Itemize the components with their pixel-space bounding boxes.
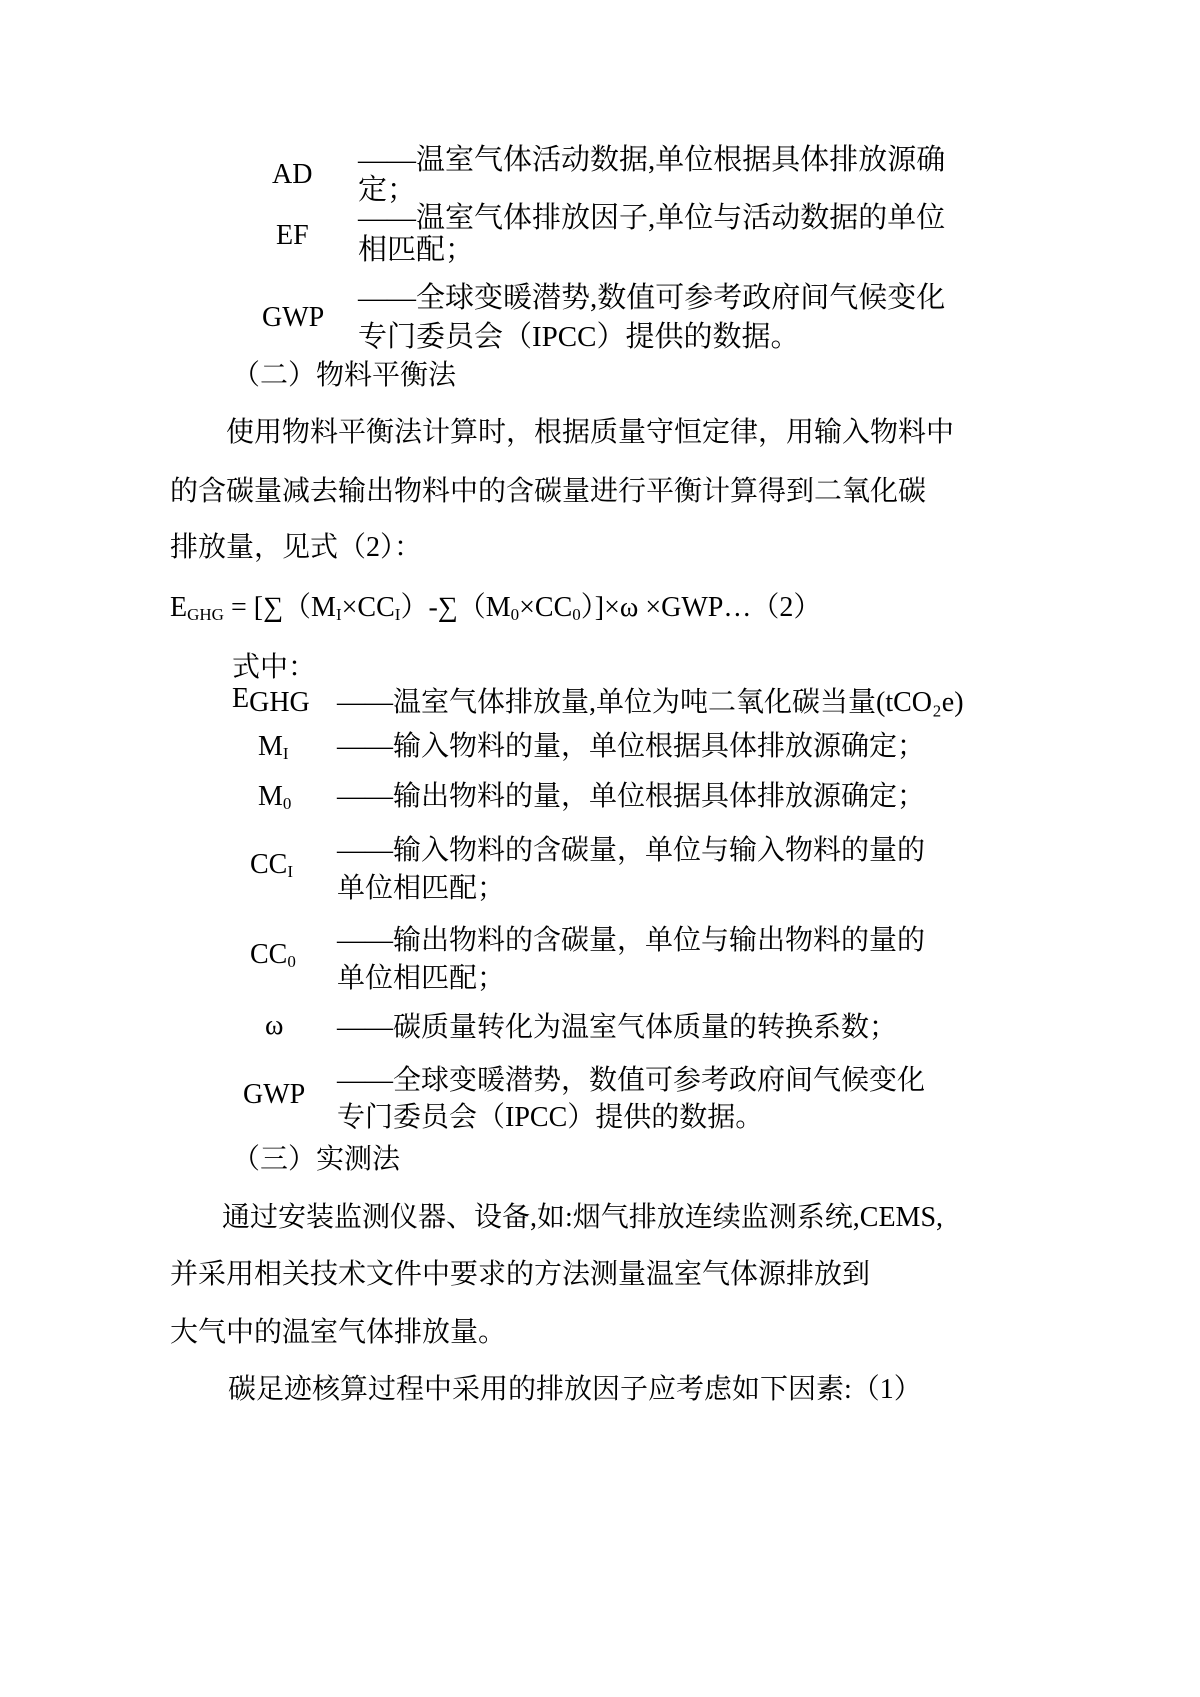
symbol-sub: 0	[287, 952, 296, 971]
definition-gwp-2-line-1: ——全球变暖潜势，数值可参考政府间气候变化	[337, 1065, 926, 1096]
definition-cc-input-line-2: 单位相匹配；	[337, 873, 506, 904]
symbol-rest: GHG	[249, 687, 310, 718]
formula-part: ）-∑（M	[400, 592, 511, 623]
formula-part: = [∑（M	[223, 592, 336, 623]
definition-gwp-line-2: 专门委员会（IPCC）提供的数据。	[358, 321, 800, 353]
symbol-sub: I	[282, 744, 289, 763]
definition-eghg-line-1: ——温室气体排放量,单位为吨二氧化碳当量(tCO₂e)	[337, 687, 964, 718]
symbol-main: CC	[250, 849, 288, 880]
formula-part: ×CC	[519, 592, 573, 623]
symbol-cc-output	[250, 939, 296, 971]
paragraph-line: 的含碳量减去输出物料中的含碳量进行平衡计算得到二氧化碳	[170, 476, 927, 507]
paragraph-line: 排放量，见式（2）：	[170, 532, 423, 563]
paragraph-line: 并采用相关技术文件中要求的方法测量温室气体源排放到	[170, 1259, 871, 1290]
definition-cc-output-line-1: ——输出物料的含碳量，单位与输出物料的量的	[337, 925, 926, 956]
formula-e-sub: GHG	[187, 605, 224, 624]
formula-e: E	[170, 592, 188, 623]
definition-ad-line-2: 定；	[358, 174, 417, 206]
symbol-ef: EF	[276, 220, 309, 251]
paragraph-line: 通过安装监测仪器、设备,如:烟气排放连续监测系统,CEMS,	[222, 1202, 944, 1233]
symbol-main: E	[232, 683, 250, 714]
symbol-gwp-2: GWP	[243, 1079, 306, 1110]
definition-ef-line-2: 相匹配；	[358, 234, 475, 266]
symbol-cc-input	[250, 849, 293, 881]
definition-gwp-line-1: ——全球变暖潜势,数值可参考政府间气候变化	[358, 282, 946, 314]
paragraph-line: 使用物料平衡法计算时，根据质量守恒定律，用输入物料中	[226, 417, 955, 448]
symbol-m-input	[258, 731, 289, 763]
definition-omega-line-1: ——碳质量转化为温室气体质量的转换系数；	[337, 1012, 898, 1043]
definition-ef-line-1: ——温室气体排放因子,单位与活动数据的单位	[358, 202, 946, 234]
section-heading-material-balance: （二）物料平衡法	[232, 360, 457, 391]
symbol-main: M	[258, 731, 283, 762]
formula-part: ）]×ω ×GWP…（2）	[580, 592, 822, 623]
symbol-main: M	[258, 781, 283, 812]
symbol-ad: AD	[272, 159, 313, 190]
symbol-sub: I	[287, 862, 294, 881]
definition-cc-output-line-2: 单位相匹配；	[337, 963, 506, 994]
symbol-eghg	[232, 683, 310, 719]
formula-cc-in-sub: I	[394, 605, 401, 624]
definition-m-output-line-1: ——输出物料的量，单位根据具体排放源确定；	[337, 781, 926, 812]
formula-part: ×CC	[341, 592, 395, 623]
formula-cc-out-sub: 0	[572, 605, 581, 624]
definition-ad-line-1: ——温室气体活动数据,单位根据具体排放源确	[358, 144, 946, 176]
symbol-main: CC	[250, 939, 288, 970]
definition-gwp-2-line-2: 专门委员会（IPCC）提供的数据。	[337, 1102, 764, 1133]
where-label: 式中：	[232, 652, 317, 683]
symbol-gwp: GWP	[262, 302, 325, 333]
symbol-omega: ω	[265, 1010, 284, 1041]
formula-m-in-sub: I	[335, 605, 342, 624]
symbol-m-output	[258, 781, 291, 813]
formula-m-out-sub: 0	[510, 605, 520, 624]
paragraph-line: 大气中的温室气体排放量。	[170, 1317, 507, 1348]
last-paragraph-line: 碳足迹核算过程中采用的排放因子应考虑如下因素:（1）	[228, 1374, 922, 1405]
definition-cc-input-line-1: ——输入物料的含碳量，单位与输入物料的量的	[337, 835, 926, 866]
definition-m-input-line-1: ——输入物料的量，单位根据具体排放源确定；	[337, 731, 926, 762]
section-heading-measurement: （三）实测法	[232, 1144, 401, 1175]
symbol-sub: 0	[282, 794, 292, 813]
formula-2	[170, 592, 821, 624]
